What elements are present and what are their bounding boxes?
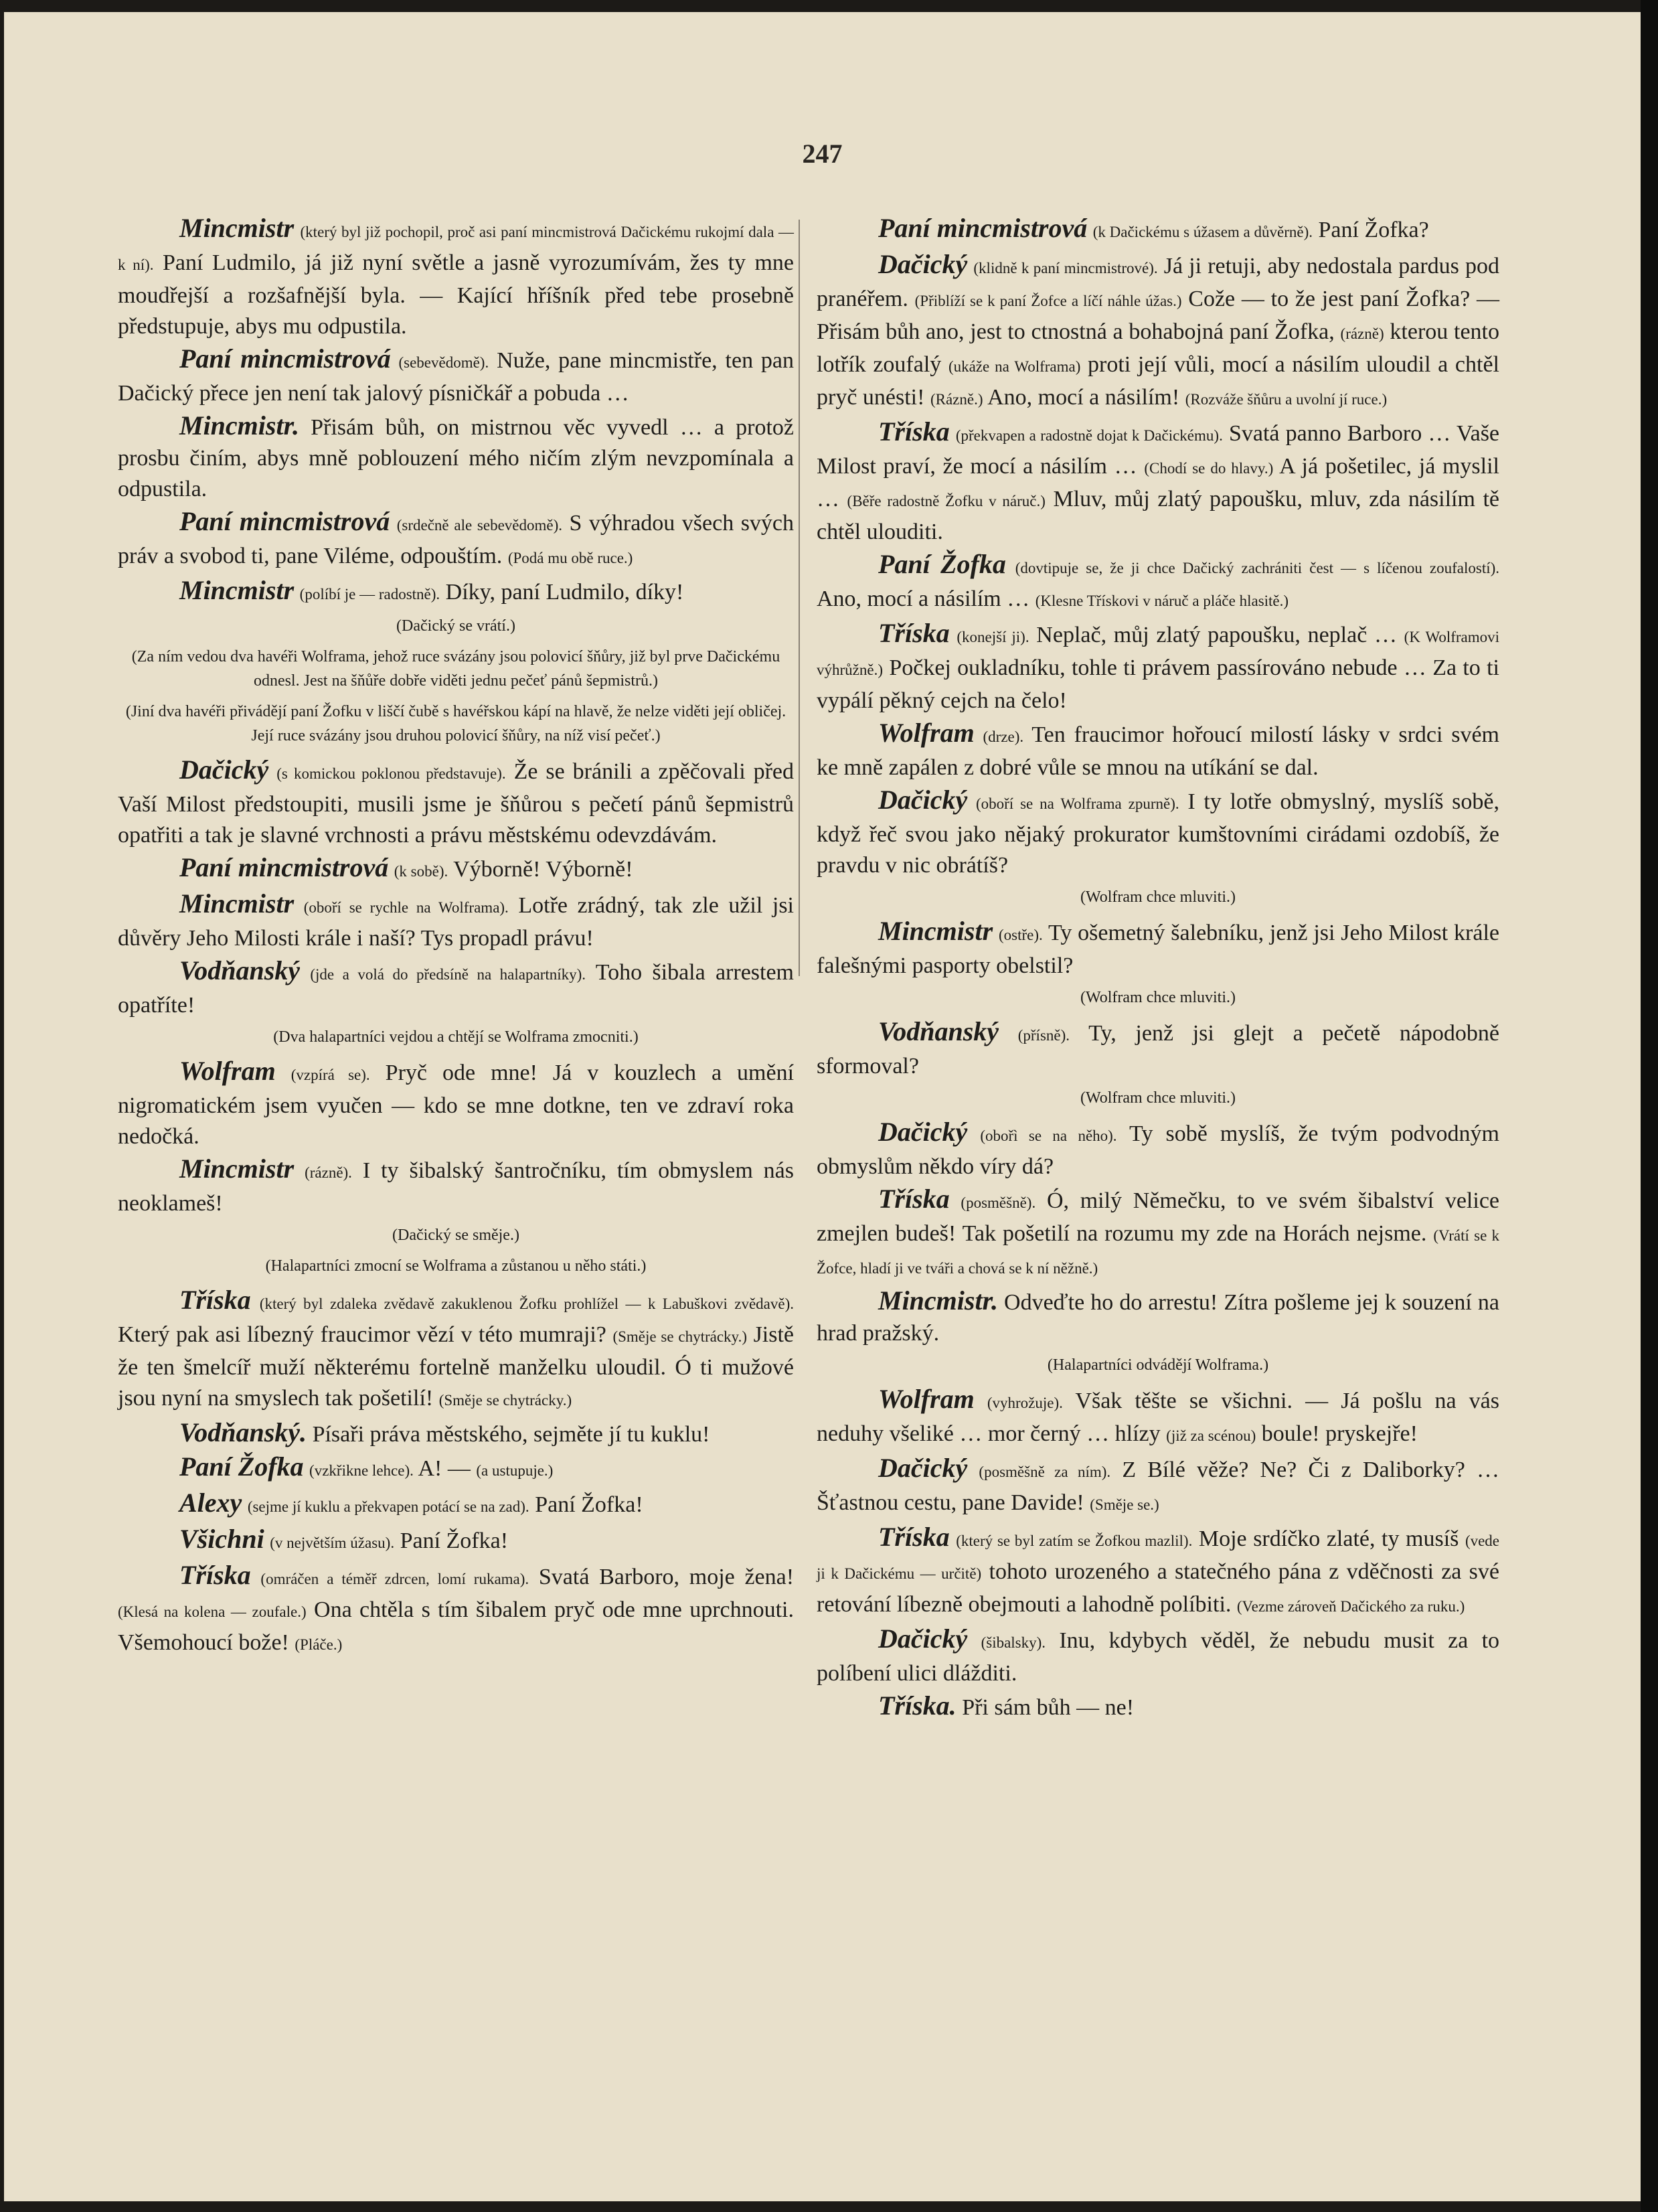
inline-direction: (který se byl zatím se Žofkou mazlil). — [956, 1532, 1193, 1549]
speech-text: Přisám bůh, on mistrnou věc vyvedl … a protož prosbu činím, abys mně poblouzení mého ničím zlým nevzpomínala a odpustila. — [118, 415, 794, 501]
speech — [817, 1384, 1499, 1451]
speech — [817, 718, 1499, 783]
speaker-name: Paní mincmistrová — [179, 343, 391, 374]
speech-text: Nuže, pane mincmistře, ten pan Dačický přece jen není tak jalový písničkář a pobuda … — [118, 348, 795, 406]
right-column — [817, 213, 1499, 1725]
inline-direction: (drze). — [983, 728, 1024, 745]
speech-text: Díky, paní Ludmilo, díky! — [445, 580, 684, 605]
inline-direction: (dovtipuje se, že ji chce Dačický zachrániti čest — s líčenou zoufalostí). — [1015, 560, 1500, 576]
speech-text: Paní Žofka? — [1318, 218, 1429, 242]
inline-direction: (Vezme zároveň Dačického za ruku.) — [1236, 1598, 1465, 1615]
speaker-name: Dačický — [878, 1624, 968, 1654]
inline-direction: (rázně) — [1340, 325, 1384, 342]
speech-text: Neplač, můj zlatý papoušku, neplač … — [1036, 623, 1397, 647]
speaker-name: Mincmistr — [179, 213, 295, 243]
column-divider — [799, 220, 800, 976]
speaker-name: Tříska — [878, 1522, 950, 1552]
speech — [118, 852, 794, 887]
inline-direction: (který byl již pochopil, proč asi paní mincmistrová Dačickému rukojmí dala — k ní). — [118, 224, 795, 273]
speaker-name: Dačický — [878, 1117, 968, 1147]
inline-direction: (šibalsky). — [981, 1634, 1046, 1651]
inline-direction: (vede ji k Dačickému — určitě) — [817, 1532, 1500, 1582]
inline-direction: (již za scénou) — [1166, 1427, 1256, 1444]
stage-direction — [125, 645, 787, 693]
speaker-name: Tříska — [878, 618, 950, 648]
speech-text: Ty, jenž jsi glejt a pečetě nápodobně sformoval? — [817, 1021, 1500, 1079]
book-page — [4, 12, 1641, 2201]
speech-text: Inu, kdybych věděl, že nebudu musit za to políbení ulici dlážditi. — [817, 1628, 1500, 1686]
speech — [118, 888, 794, 954]
speech-text: Počkej oukladníku, tohle ti právem passírováno nebude … Za to ti vypálí pěkný cejch na čelo! — [817, 655, 1500, 713]
speech — [118, 410, 794, 505]
inline-direction: (Vrátí se k Žofce, hladí ji ve tváři a chová se k ní něžně.) — [817, 1227, 1499, 1277]
speech — [118, 1154, 794, 1219]
speech — [817, 249, 1499, 415]
speech — [817, 416, 1499, 548]
stage-direction-text: (Wolfram chce mluviti.) — [1080, 1089, 1236, 1107]
speech-text: Ona chtěla s tím šibalem pryč ode mne uprchnouti. Všemohoucí bože! — [118, 1597, 794, 1655]
inline-direction: (posměšně). — [961, 1194, 1036, 1211]
inline-direction: (Pláče.) — [295, 1636, 343, 1653]
inline-direction: (sebevědomě). — [398, 354, 489, 371]
inline-direction: (srdečně ale sebevědomě). — [396, 517, 562, 534]
inline-direction: (k sobě). — [394, 863, 448, 880]
speech-text: I ty šibalský šantročníku, tím obmyslem nás neoklameš! — [118, 1158, 795, 1216]
speech — [118, 506, 794, 574]
speech-text: tohoto urozeného a statečného pána z vděčnosti za své retování líbezně obejmouti a lahodně políbiti. — [817, 1559, 1499, 1617]
speaker-name: Wolfram — [878, 1384, 975, 1414]
speech — [118, 343, 794, 409]
stage-direction-text: (Wolfram chce mluviti.) — [1080, 989, 1236, 1006]
inline-direction: (vyhrožuje). — [987, 1395, 1063, 1411]
inline-direction: (Přiblíží se k paní Žofce a líčí náhle úžas.) — [914, 293, 1182, 309]
inline-direction: (vzpírá se). — [291, 1066, 370, 1083]
speech-text: Cože — to že jest paní Žofka? — Přisám bůh ano, jest to ctnostná a bohabojná paní Žofka, — [817, 287, 1500, 344]
speaker-name: Tříska — [878, 416, 950, 447]
speech — [817, 213, 1499, 248]
speech-text: Jistě že ten šmelcíř muží některému fortelně manželku uloudil. Ó ti mužové jsou nyní na smyslech tak pošetilí! — [118, 1322, 795, 1411]
speaker-name: Vodňanský — [179, 955, 301, 985]
speech-text: Ano, mocí a násilím … — [817, 586, 1030, 611]
speech-text: Však těšte se všichni. — Já pošlu na vás neduhy všeliké … mor černý … hlízy — [817, 1389, 1500, 1446]
inline-direction: (který byl zdaleka zvědavě zakuklenou Žofku prohlížel — k Labuškovi zvědavě). — [259, 1295, 794, 1312]
speech-text: Při sám bůh — ne! — [962, 1695, 1135, 1720]
speaker-name: Dačický — [179, 755, 269, 785]
speech — [118, 1488, 794, 1522]
speech — [817, 1184, 1499, 1284]
speech-text: kterou tento lotřík zoufalý — [817, 319, 1500, 377]
stage-direction-text: (Halapartníci zmocní se Wolframa a zůstanou u něho státi.) — [265, 1257, 647, 1275]
speech-text: Ty ošemetný šalebníku, jenž jsi Jeho Milost krále falešnými pasporty obelstil? — [817, 921, 1500, 978]
inline-direction: (jde a volá do předsíně na halapartníky). — [310, 966, 586, 983]
speech-text: Mluv, můj zlatý papoušku, mluv, zda násilím tě chtěl ulouditi. — [817, 487, 1500, 544]
inline-direction: (Směje se chytrácky.) — [612, 1328, 747, 1345]
inline-direction: (Chodí se do hlavy.) — [1144, 460, 1274, 477]
speech — [817, 549, 1499, 617]
inline-direction: (Směje se chytrácky.) — [438, 1392, 572, 1409]
speech — [118, 1285, 794, 1416]
speech — [817, 618, 1499, 716]
speech-text: I ty lotře obmyslný, myslíš sobě, když řeč svou jako nějaký prokurator kumštovními cirádami ozdobíš, že pravdu v nic obrátíš? — [817, 789, 1500, 878]
inline-direction: (omráčen a téměř zdrcen, lomí rukama). — [260, 1571, 529, 1587]
speaker-name: Paní mincmistrová — [179, 852, 389, 882]
speech-text: Písaři práva městského, sejměte jí tu kuklu! — [312, 1422, 710, 1447]
inline-direction: (Směje se.) — [1090, 1496, 1159, 1513]
speaker-name: Mincmistr. — [878, 1285, 998, 1316]
stage-direction-text: (Wolfram chce mluviti.) — [1080, 888, 1236, 906]
inline-direction: (vzkřikne lehce). — [309, 1462, 414, 1479]
speaker-name: Mincmistr — [179, 1154, 295, 1184]
inline-direction: (ukáže na Wolframa) — [948, 358, 1081, 375]
inline-direction: (k Dačickému s úžasem a důvěrně). — [1092, 224, 1313, 240]
speech — [817, 1453, 1499, 1520]
speech — [118, 755, 794, 851]
speaker-name: Tříska — [179, 1560, 251, 1590]
speech — [118, 1451, 794, 1486]
stage-direction — [125, 614, 787, 638]
speaker-name: Paní mincmistrová — [179, 506, 390, 536]
stage-direction — [823, 985, 1493, 1010]
speaker-name: Wolfram — [179, 1056, 276, 1086]
speech-text: Já ji retuji, aby nedostala pardus pod pranéřem. — [817, 254, 1500, 311]
speech — [817, 1016, 1499, 1082]
speech-text: Svatá panno Barboro … Vaše Milost praví, že mocí a násilím … — [817, 421, 1500, 479]
speech-text: A já pošetilec, já myslil … — [817, 454, 1500, 511]
speech-text: Paní Žofka! — [400, 1528, 509, 1553]
speaker-name: Tříska — [179, 1285, 251, 1315]
speech-text: Ten fraucimor hořoucí milostí lásky v srdci svém ke mně zapálen z dobré vůle se mnou na utíkání se dal. — [817, 722, 1499, 780]
scan-edge — [1641, 0, 1658, 2212]
speech — [817, 1285, 1499, 1349]
inline-direction: (Klesne Třískovi v náruč a pláče hlasitě.) — [1035, 592, 1289, 609]
stage-direction-text: (Dačický se směje.) — [392, 1227, 519, 1244]
left-column — [118, 213, 794, 1662]
speech-text: Z Bílé věže? Ne? Či z Daliborky? … Šťastnou cestu, pane Davide! — [817, 1457, 1499, 1515]
inline-direction: (Běře radostně Žofku v náruč.) — [847, 493, 1046, 509]
inline-direction: (Podá mu obě ruce.) — [507, 550, 633, 566]
stage-direction-text: (Za ním vedou dva havéři Wolframa, jehož ruce svázány jsou polovicí šňůry, již byl prve Dačickému odnesl. Jest na šňůře dobře viděti jednu pečeť pánů šepmistrů.) — [131, 648, 780, 690]
speaker-name: Mincmistr — [878, 916, 993, 946]
inline-direction: (v největším úžasu). — [270, 1534, 395, 1551]
inline-direction: (ostře). — [998, 927, 1043, 943]
speech — [118, 213, 794, 342]
speaker-name: Tříska. — [878, 1690, 957, 1721]
inline-direction: (políbí je — radostně). — [299, 586, 440, 603]
inline-direction: (oboří se na Wolframa zpurně). — [975, 795, 1179, 812]
speaker-name: Všichni — [179, 1524, 264, 1554]
speech — [817, 1624, 1499, 1689]
speech — [817, 785, 1499, 881]
speech-text: Svatá Barboro, moje žena! — [538, 1565, 795, 1589]
stage-direction — [125, 1223, 787, 1247]
inline-direction: (oboří se rychle na Wolframa). — [303, 899, 509, 916]
speaker-name: Mincmistr — [179, 888, 295, 919]
speaker-name: Paní Žofka — [179, 1451, 304, 1482]
speech-text: Odveďte ho do arrestu! Zítra pošleme jej k souzení na hrad pražský. — [817, 1290, 1499, 1346]
speaker-name: Dačický — [878, 1453, 968, 1483]
stage-direction-text: (Halapartníci odvádějí Wolframa.) — [1047, 1356, 1269, 1374]
speech — [817, 1117, 1499, 1182]
stage-direction — [823, 1353, 1493, 1377]
speech-text: Ó, milý Němečku, to ve svém šibalství velice zmejlen budeš! Tak pošetilí na rozumu my zde na Horách nejsme. — [817, 1188, 1500, 1246]
inline-direction: (Rázně.) — [930, 391, 983, 408]
speech-text: Ano, mocí a násilím! — [987, 385, 1180, 410]
stage-direction — [125, 1254, 787, 1278]
speaker-name: Alexy — [179, 1488, 242, 1518]
inline-direction: (konejší ji). — [957, 629, 1029, 645]
inline-direction: (obořì se na něho). — [980, 1127, 1117, 1144]
inline-direction: (Rozváže šňůru a uvolní jí ruce.) — [1185, 391, 1388, 408]
stage-direction-text: (Jiní dva havéři přivádějí paní Žofku v liščí čubě s havéřskou kápí na hlavě, že nelze viděti její obličej. Její ruce svázány jsou druhou polovicí šňůry, na níž visí pečeť.) — [125, 703, 786, 744]
speech-text: Toho šibala arrestem opatříte! — [118, 960, 795, 1018]
inline-direction: (Klesá na kolena — zoufale.) — [118, 1603, 307, 1620]
page-number: 247 — [802, 139, 843, 169]
speech-text: A! — — [418, 1456, 471, 1481]
inline-direction: (posměšně za ním). — [979, 1464, 1111, 1480]
speaker-name: Dačický — [878, 249, 968, 279]
speaker-name: Vodňanský. — [179, 1417, 307, 1447]
speech — [118, 1056, 794, 1152]
speech-text: Ty sobě myslíš, že tvým podvodným obmyslům někdo víry dá? — [817, 1121, 1500, 1179]
speech-text: Paní Žofka! — [535, 1492, 643, 1517]
speech-text: Pryč ode mne! Já v kouzlech a umění nigromatickém jsem vyučen — kdo se mne dotkne, ten ve zdraví roka nedočká. — [118, 1060, 795, 1149]
inline-direction: (rázně). — [305, 1164, 352, 1181]
speaker-name: Paní mincmistrová — [878, 213, 1088, 243]
speech — [118, 955, 794, 1021]
speaker-name: Vodňanský — [878, 1016, 999, 1046]
speech-text: S výhradou všech svých práv a svobod ti, pane Viléme, odpouštím. — [118, 511, 795, 568]
stage-direction — [823, 1086, 1493, 1110]
speech — [118, 1524, 794, 1559]
stage-direction — [125, 700, 787, 748]
speech-text: Že se bránili a zpěčovali před Vaší Milost předstoupiti, musili jsme je šňůrou s pečetí pánů šepmistrů opatřiti a tak je slavné vrchnosti a právu městskému odevzdávám. — [118, 759, 794, 848]
speech-text: Moje srdíčko zlaté, ty musíš — [1198, 1526, 1459, 1551]
speaker-name: Dačický — [878, 785, 968, 815]
inline-direction: (klidně k paní mincmistrové). — [973, 260, 1158, 276]
stage-direction-text: (Dva halapartníci vejdou a chtějí se Wolframa zmocniti.) — [273, 1028, 639, 1046]
inline-direction: (sejme jí kuklu a překvapen potácí se na zad). — [247, 1498, 529, 1515]
speech — [118, 1417, 794, 1450]
speaker-name: Mincmistr — [179, 575, 295, 605]
speech — [817, 1690, 1499, 1723]
stage-direction — [125, 1025, 787, 1049]
speaker-name: Wolfram — [878, 718, 975, 748]
speaker-name: Mincmistr. — [179, 410, 299, 441]
speaker-name: Tříska — [878, 1184, 950, 1214]
inline-direction: (překvapen a radostně dojat k Dačickému). — [955, 427, 1223, 444]
speech — [817, 1522, 1499, 1622]
speaker-name: Paní Žofka — [878, 549, 1006, 579]
speech-text: boule! pryskejře! — [1261, 1421, 1418, 1446]
inline-direction: (a ustupuje.) — [476, 1462, 554, 1479]
speech-text: proti její vůli, mocí a násilím uloudil a chtěl pryč unésti! — [817, 352, 1499, 410]
speech — [817, 916, 1499, 981]
speech-text: Výborně! Výborně! — [453, 857, 633, 882]
speech — [118, 1560, 794, 1660]
stage-direction-text: (Dačický se vrátí.) — [396, 617, 515, 635]
inline-direction: (s komickou poklonou představuje). — [276, 765, 506, 782]
speech-text: Paní Ludmilo, já již nyní světle a jasně vyrozumívám, žes ty mne moudřejší a rozšafnější byla. — Kající hříšník před tebe prosebně předstupuje, abys mu odpustila. — [118, 250, 795, 339]
speech-text: Který pak asi líbezný fraucimor vězí v této mumraji? — [118, 1322, 606, 1347]
stage-direction — [823, 885, 1493, 909]
speech — [118, 575, 794, 610]
inline-direction: (K Wolframovi výhrůžně.) — [817, 629, 1500, 678]
speech-text: Lotře zrádný, tak zle užil jsi důvěry Jeho Milosti krále i naší? Tys propadl právu! — [118, 893, 794, 951]
inline-direction: (přísně). — [1017, 1027, 1070, 1044]
